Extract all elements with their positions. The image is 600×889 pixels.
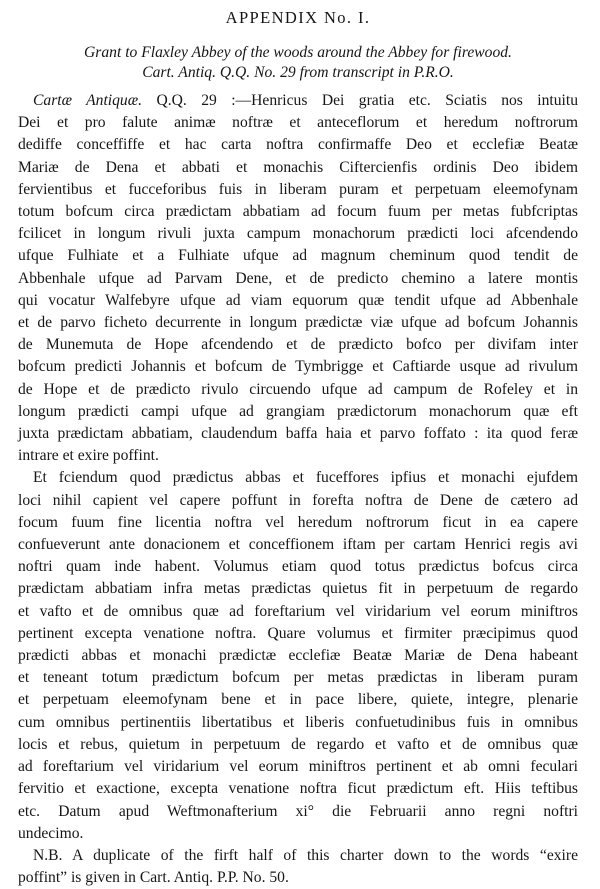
text-line: et teneant totum prædictum bofcum per metas prædictas in liberam puram	[18, 669, 578, 687]
text-line: focum fuum fine licentia noftra vel heredum noftrorum ficut in ea capere	[18, 513, 578, 531]
text-line: totum bofcum circa prædictam abbatiam ad focum fuum per metas fubfcriptas	[18, 203, 578, 221]
spacer	[18, 83, 578, 90]
source-reference: Cartæ Antiquæ.	[33, 92, 143, 109]
text-line: et perpetuam eleemofynam bene et in pace libere, quiete, integre, plenarie	[18, 691, 578, 709]
text-line: bofcum predicti Johannis et bofcum de Tymbrigge et Caftiarde usque ad rivulum	[18, 358, 578, 376]
text-line: Et fciendum quod prædictus abbas et fuceffores ipfius et monachi ejufdem	[33, 469, 578, 487]
text-line	[18, 90, 578, 112]
text-line: loci nihil capient vel capere poffunt in forefta noftra de Dene de cætero ad	[18, 491, 578, 509]
text-line: de Hope et de prædicto rivulo circuendo ufque ad campum de Rofeley et in	[18, 380, 578, 398]
text-line: ufque Fulhiate et a Fulhiate ufque ad magnum cheminum quod tendit de	[18, 247, 578, 265]
text-line: cum omnibus pertinentiis libertatibus et liberis confuetudinibus fuis in omnibus	[18, 713, 578, 731]
text-line: et de parvo ficheto decurrente in longum prædictæ viæ ufque ad bofcum Johannis	[18, 314, 578, 332]
text-line: prædictam abbatiam infra metas prædictas quietus fit in perpetuum de regardo	[18, 580, 578, 598]
text-line: poffint” is given in Cart. Antiq. P.P. No. 50.	[18, 869, 289, 887]
text-line: qui vocatur Walfebyre ufque ad viam equorum quæ tendit ufque ad Abbenhale	[18, 291, 578, 309]
text-line: Dei et pro falute animæ noftræ et anteceflorum et heredum noftrorum	[18, 114, 578, 132]
text-line-rest: Q.Q. 29 :—Henricus Dei gratia etc. Sciatis nos intuitu	[142, 92, 579, 109]
text-line: longum prædicti campi ufque ad grangiam prædictorum monachorum quæ eft	[18, 402, 578, 420]
charter-paragraph-1	[18, 90, 578, 467]
text-line: de Munemuta de Hope afcendendo et de prædicto bofco per divifam inter	[18, 336, 578, 354]
text-line: undecimo.	[18, 824, 84, 842]
editorial-note	[18, 845, 578, 889]
text-line: prædicti abbas et monachi prædictæ ecclefiæ Beatæ Mariæ de Dena habeant	[18, 647, 578, 665]
subtitle-line: Grant to Flaxley Abbey of the woods around the Abbey for firewood.	[84, 44, 512, 61]
text-line: et vafto et de omnibus quæ ad foreftarium vel viridarium vel eorum miniftros	[18, 602, 578, 620]
text-line: dediffe conceffiffe et hac carta noftra confirmaffe Deo et ecclefiæ Beatæ	[18, 136, 578, 154]
text-line: fervitio et exactione, excepta venatione noftra ficut prædictum eft. Hiis teftibus	[18, 780, 578, 798]
appendix-heading: APPENDIX No. I.	[225, 8, 371, 27]
text-line: intrare et exire poffint.	[18, 447, 159, 465]
text-line: ad foreftarium vel viridarium vel eorum miniftros pertinent et ab omni feculari	[18, 758, 578, 776]
charter-paragraph-2	[18, 467, 578, 844]
text-line: fervientibus et fucceforibus fuis in liberam puram et perpetuam eleemofynam	[18, 180, 578, 198]
text-line: confueverunt ante donacionem et conceffionem iftam per cartam Henrici regis avi	[18, 536, 578, 554]
text-line: fcilicet in longum rivuli juxta campum monachorum prædicti loci afcendendo	[18, 225, 578, 243]
text-line: Mariæ de Dena et abbati et monachis Ciftercienfis ordinis Deo ibidem	[18, 158, 578, 176]
text-line: noftri quam inde habent. Volumus etiam quod totus prædictus bofcus circa	[18, 558, 578, 576]
text-line: Abbenhale ufque ad Parvam Dene, et de predicto chemino a latere montis	[18, 269, 578, 287]
text-line: N.B. A duplicate of the firft half of this charter down to the words “exire	[33, 846, 578, 864]
text-line: juxta prædictam abbatiam, claudendum baffa haia et parvo foffato : ita quod feræ	[18, 425, 578, 443]
text-line: etc. Datum apud Weftmonafterium xi° die Februarii anno regni noftri	[18, 802, 578, 820]
text-line: locis et rebus, quietum in perpetuum de regardo et vafto et de omnibus quæ	[18, 735, 578, 753]
subtitle-line: Cart. Antiq. Q.Q. No. 29 from transcript in P.R.O.	[142, 64, 454, 81]
document-subtitle	[18, 43, 578, 83]
text-line: pertinent excepta venatione noftra. Quare volumus et firmiter præcipimus quod	[18, 624, 578, 642]
